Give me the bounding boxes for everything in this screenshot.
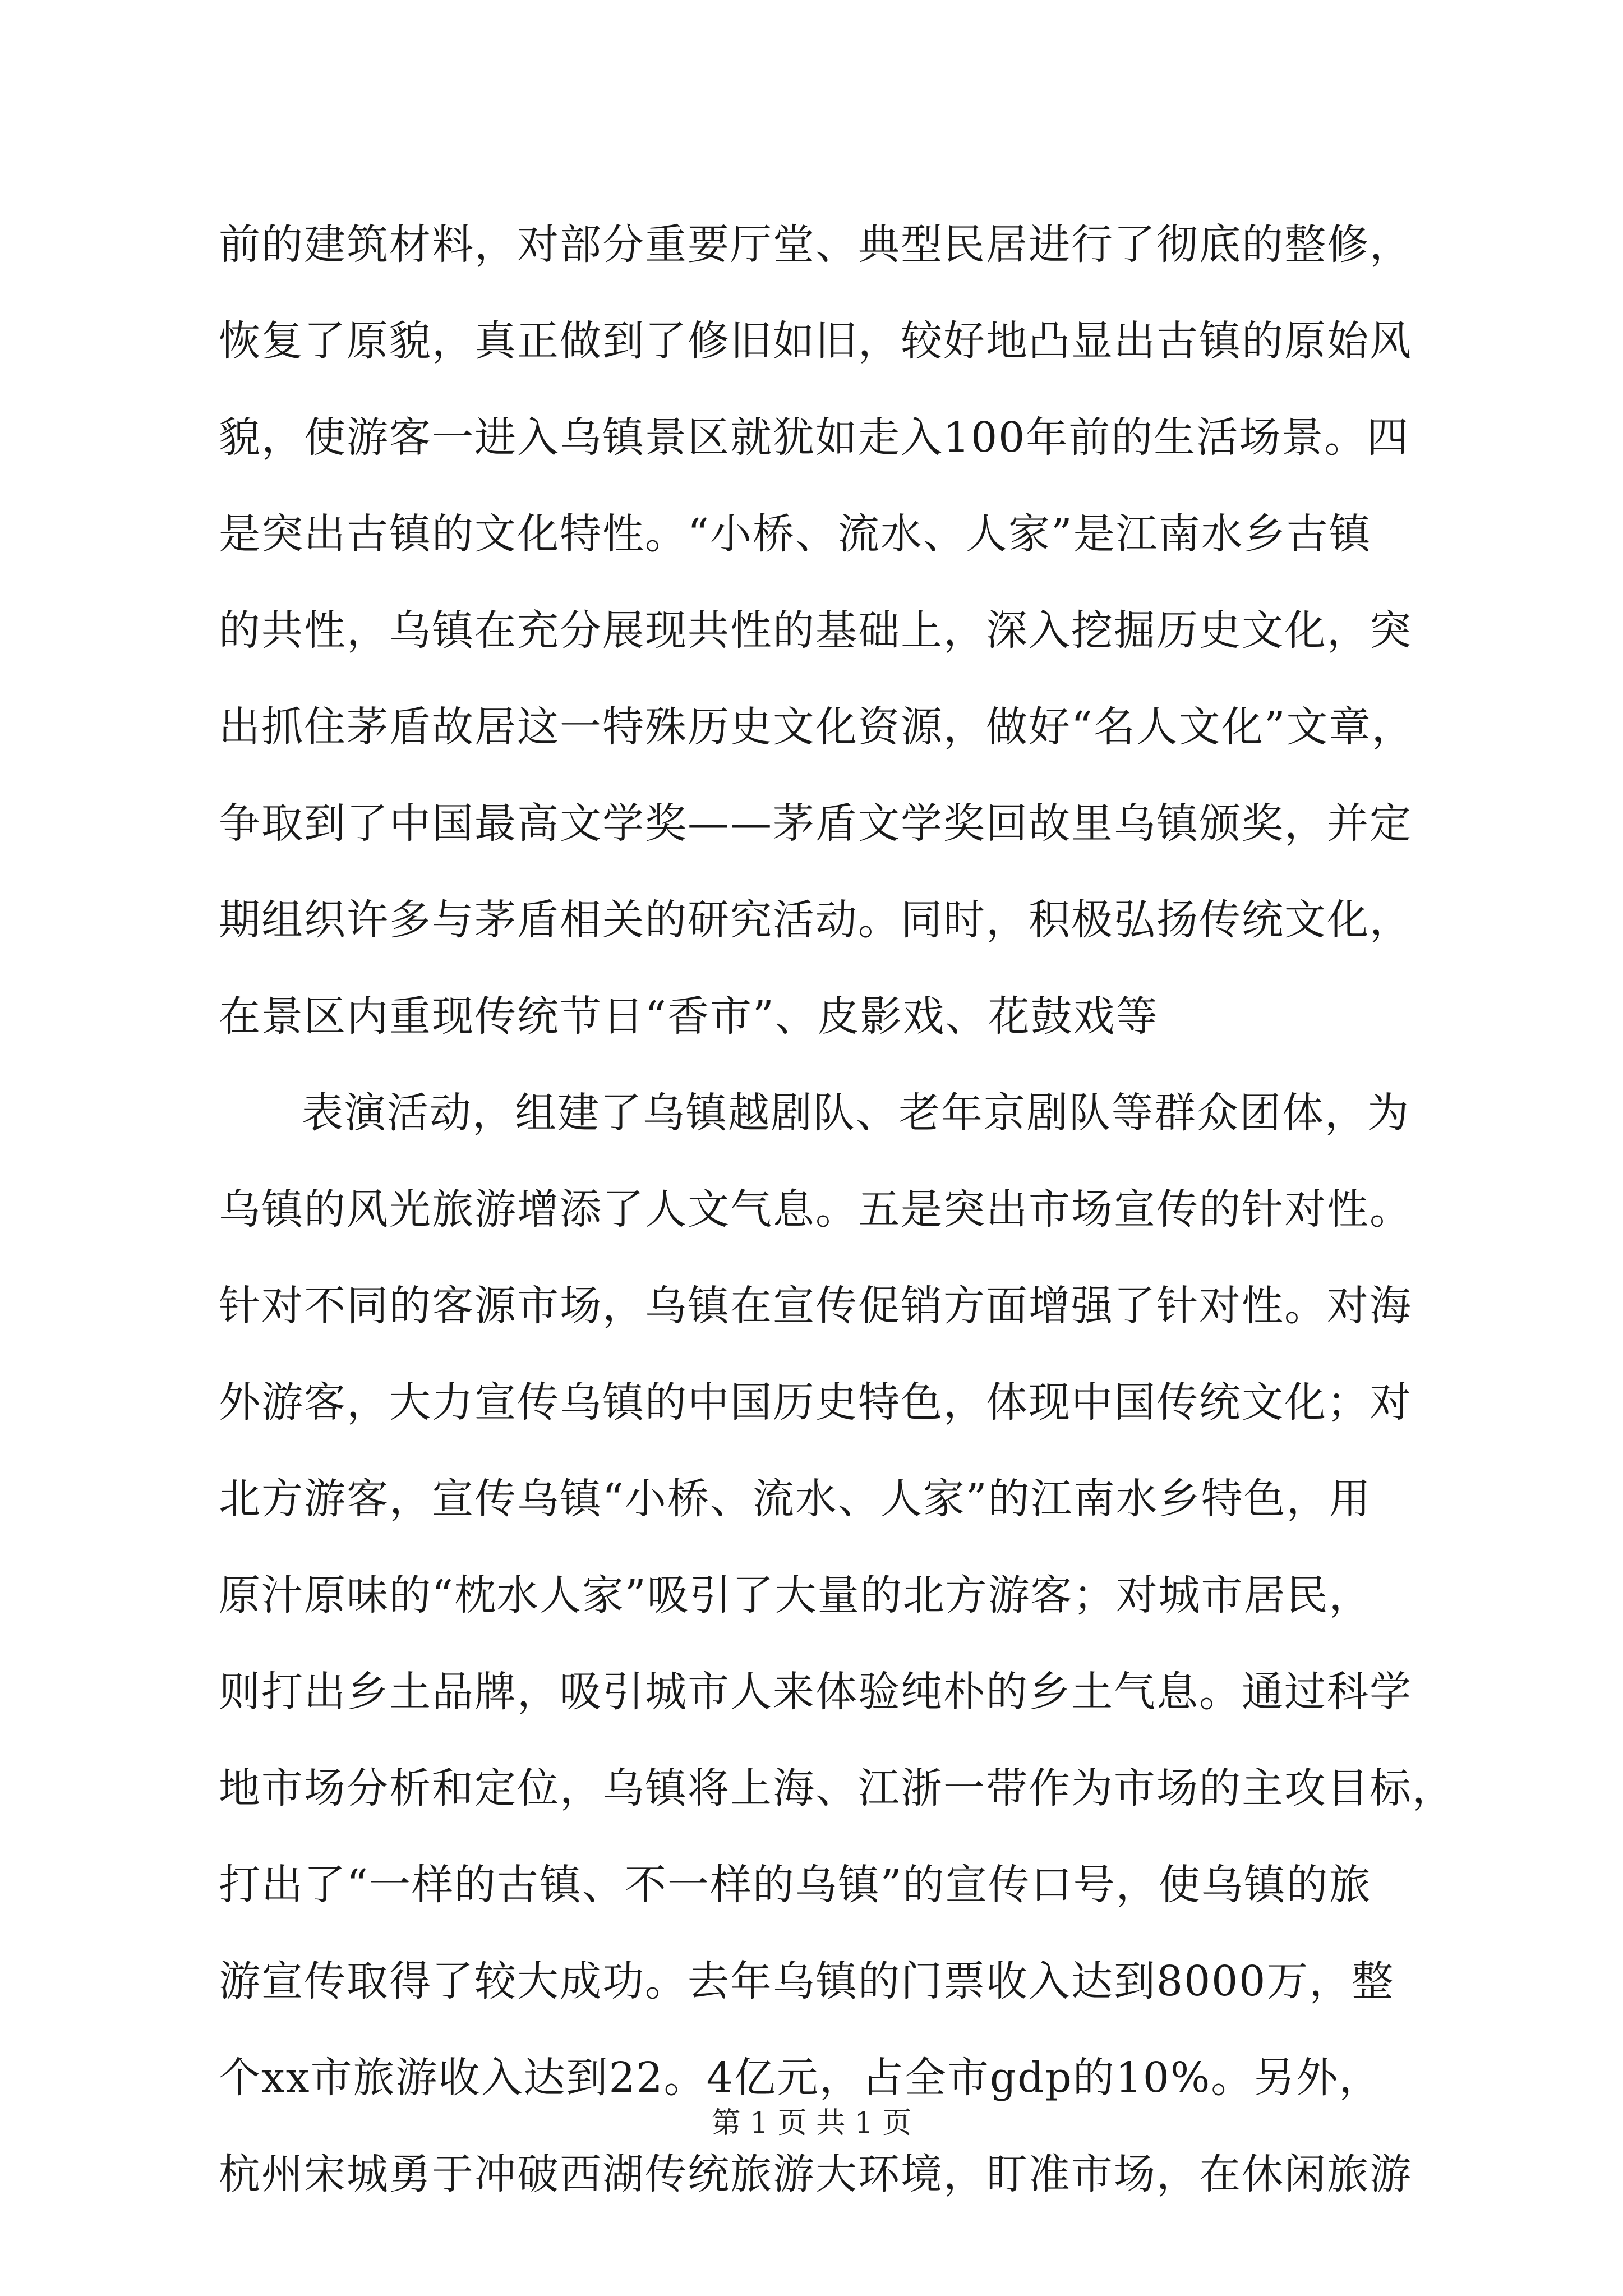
text-line: 游宣传取得了较大成功。去年乌镇的门票收入达到8000万，整 xyxy=(219,1957,1395,2005)
text-line: 貌，使游客一进入乌镇景区就犹如走入100年前的生活场景。四 xyxy=(219,413,1410,462)
text-line: 乌镇的风光旅游增添了人文气息。五是突出市场宣传的针对性。 xyxy=(219,1185,1412,1234)
text-line: 杭州宋城勇于冲破西湖传统旅游大环境，盯准市场，在休闲旅游 xyxy=(219,2150,1412,2198)
text-line: 北方游客，宣传乌镇“小桥、流水、人家”的江南水乡特色，用 xyxy=(219,1475,1372,1523)
text-line: 原汁原味的“枕水人家”吸引了大量的北方游客；对城市居民， xyxy=(219,1571,1372,1619)
text-line: 在景区内重现传统节日“香市”、皮影戏、花鼓戏等 xyxy=(219,992,1159,1041)
text-line: 前的建筑材料，对部分重要厅堂、典型民居进行了彻底的整修， xyxy=(219,220,1412,269)
text-line: 地市场分析和定位，乌镇将上海、江浙一带作为市场的主攻目标， xyxy=(219,1764,1455,1812)
text-line: 争取到了中国最高文学奖——茅盾文学奖回故里乌镇颁奖，并定 xyxy=(219,799,1412,848)
text-line: 恢复了原貌，真正做到了修旧如旧，较好地凸显出古镇的原始风 xyxy=(219,317,1412,365)
text-line: 外游客，大力宣传乌镇的中国历史特色，体现中国传统文化；对 xyxy=(219,1378,1412,1427)
text-line: 的共性，乌镇在充分展现共性的基础上，深入挖掘历史文化，突 xyxy=(219,606,1412,655)
text-line: 针对不同的客源市场，乌镇在宣传促销方面增强了针对性。对海 xyxy=(219,1282,1412,1330)
body-text xyxy=(219,196,1455,2223)
text-line: 则打出乡土品牌，吸引城市人来体验纯朴的乡土气息。通过科学 xyxy=(219,1668,1412,1716)
page-footer xyxy=(0,2101,1623,2146)
page-number-label: 第 1 页 共 1 页 xyxy=(711,2106,912,2140)
text-line: 是突出古镇的文化特性。“小桥、流水、人家”是江南水乡古镇 xyxy=(219,510,1372,558)
text-line: 期组织许多与茅盾相关的研究活动。同时，积极弘扬传统文化， xyxy=(219,896,1412,944)
text-line: 出抓住茅盾故居这一特殊历史文化资源，做好“名人文化”文章， xyxy=(219,703,1414,751)
paragraph-start-line: 表演活动，组建了乌镇越剧队、老年京剧队等群众团体，为 xyxy=(302,1089,1410,1137)
text-line: 个xx市旅游收入达到22。4亿元，占全市gdp的10%。另外， xyxy=(219,2054,1382,2102)
text-line: 打出了“一样的古镇、不一样的乌镇”的宣传口号，使乌镇的旅 xyxy=(219,1861,1372,1909)
